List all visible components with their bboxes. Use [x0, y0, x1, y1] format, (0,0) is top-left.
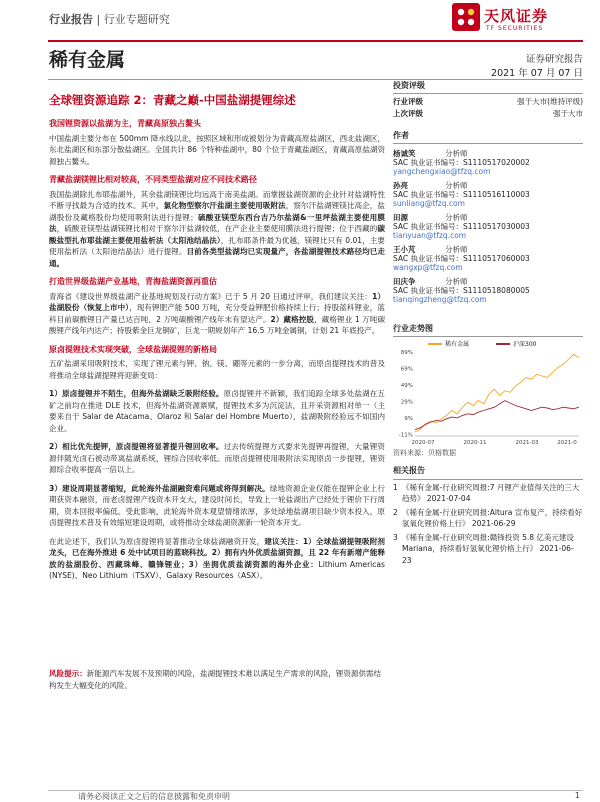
body-text: 五矿盐湖采用吸附技术，实现了锂元素与钾、钠、镁、硼等元素的一步分离，而原卤提锂技术的普及将推动全球盐湖提锂将迎新变局： — [49, 359, 385, 380]
author-name: 孙亮 — [393, 181, 408, 190]
author-role: 分析师 — [445, 181, 468, 190]
author-name: 杨诚笑 — [393, 149, 416, 158]
related-reports — [393, 465, 583, 566]
author-email[interactable]: yangchengxiao@tfzq.com — [393, 167, 491, 176]
emphasis-text: 建议关注： — [264, 536, 303, 546]
sector-title: 稀有金属 — [49, 49, 126, 71]
breadcrumb — [49, 11, 170, 27]
x-tick-label: 2020-11 — [463, 440, 487, 446]
y-tick-label: 49% — [400, 382, 413, 389]
related-index: 3 — [393, 532, 398, 542]
related-title: 《稀有金属-行业研究周报:7 月锂产业值得关注的三大趋势》 2021-07-04 — [402, 482, 580, 503]
emphasis-text: 硫酸亚镁型东西台吉乃尔盐湖&一里坪盐湖主要使用膜法 — [49, 212, 385, 233]
emphasis-text: 碳酸盐型扎布耶盐湖主要使用盐析法（太阳池结晶法） — [49, 224, 385, 245]
author-entry — [393, 277, 583, 304]
series-line-0 — [415, 355, 579, 432]
rating-heading: 投资评级 — [393, 80, 583, 94]
paragraph — [49, 291, 385, 337]
emphasis-text: 1）原卤提锂并不陌生，但海外盐湖缺乏吸附经验。 — [49, 389, 224, 398]
author-email[interactable]: tianqingzheng@tfzq.com — [393, 295, 487, 304]
y-tick-label: 9% — [404, 415, 413, 422]
emphasis-text: 目前各类型盐湖均已实现量产，各盐湖提锂技术路径均已走通。 — [49, 247, 385, 268]
emphasis-text: 2）藏格控股 — [270, 314, 315, 324]
section-heading: 打造世界级盐湖产业基地，青海盐湖资源再重估 — [49, 277, 217, 286]
authors-panel — [393, 130, 583, 304]
related-index: 1 — [393, 482, 398, 492]
body-text: 过去传统提锂方式要求先提钾再提锂，大量锂资源伴随光卤石被动带离盐湖系统，锂综合回收率低。而原卤提锂使用吸附法实现原卤一步提锂，锂资源综合收率提高一倍以上。 — [49, 442, 385, 474]
trend-heading: 行业走势图 — [393, 323, 583, 337]
author-sac: SAC 执业证书编号：S1110517020002 — [393, 158, 530, 167]
emphasis-text: 氯化物型察尔汗盐湖主要使用吸附法 — [163, 201, 286, 210]
rating-row-industry — [393, 96, 583, 108]
paragraph — [49, 189, 385, 270]
report-subcategory: 行业专题研究 — [103, 13, 170, 26]
paragraph — [49, 358, 385, 381]
related-index: 2 — [393, 507, 398, 517]
body-text: ，现有钾肥产能 500 万吨，充分受益钾肥价格持续上行；持股蓝科锂业，蓝科目前碳酸锂日产量已达百吨，2 万吨碳酸锂产线年末有望达产。 — [49, 303, 385, 324]
rating-key: 上次评级 — [393, 109, 423, 118]
body-text: 我国盐湖除扎布耶盐湖外，其余盐湖镁锂比均远高于南美盐湖。而掌握盐湖资源的企业针对盐湖特性不断寻找最为合适的技术。其中， — [49, 189, 385, 210]
main-body — [49, 118, 385, 589]
author-name: 王小芃 — [393, 245, 416, 254]
body-text: 中国盐湖主要分布在 500mm 降水线以北，按照区域和形成被划分为青藏高原盐湖区，西北盐湖区，东北盐湖区和东部分散盐湖区。全国共计 86 个特种盐湖中，80 个位于青藏盐湖区，青藏高原盐湖资源独占鳌头。 — [49, 133, 385, 166]
logo-text-en: TF SECURITIES — [486, 25, 544, 32]
emphasis-text: 1）盐湖股份（恢复上市中） — [49, 291, 385, 312]
author-role: 分析师 — [445, 277, 468, 286]
body-text: ，察尔汗盐湖锂镁比高企，盐湖股份及藏格股份均使用吸附法进行提锂； — [49, 201, 385, 222]
paragraph — [49, 483, 385, 529]
rating-value: 强于大市(维持评级) — [517, 97, 583, 106]
body-text: ，硫酸亚镁型盐湖镁锂比相对于察尔汗盐湖较低，在产企业主要使用膜法进行提锂；位于西藏的 — [56, 224, 378, 233]
x-tick-label: 2021-0 — [557, 440, 577, 446]
related-report-item[interactable] — [393, 482, 583, 505]
rating-row-previous — [393, 108, 583, 120]
paragraph — [49, 536, 385, 582]
author-sac: SAC 执业证书编号：S1110517060003 — [393, 254, 530, 263]
report-category: 行业报告 — [49, 13, 93, 26]
paragraph — [49, 133, 385, 168]
risk-warning — [49, 668, 385, 691]
author-entry — [393, 213, 583, 240]
trend-panel — [393, 323, 583, 337]
y-tick-label: -11% — [398, 432, 413, 439]
chart-source: 资料来源：贝格数据 — [393, 449, 456, 457]
author-name: 田源 — [393, 213, 408, 222]
related-title: 《稀有金属-行业研究周报:赣锋投资 5.8 亿美元建设 Mariana，持续看好氢氧化锂价格上行》 2021-06-23 — [402, 532, 574, 565]
author-email[interactable]: wangxp@tfzq.com — [393, 263, 463, 272]
author-role: 分析师 — [445, 245, 468, 254]
related-report-item[interactable] — [393, 532, 583, 567]
risk-text: 新能源汽车发展不及预期的风险，盐湖提锂技术难以满足生产需求的风险，锂资源供需结构发生大幅变化的风险。 — [49, 669, 382, 690]
rating-key: 行业评级 — [393, 97, 423, 106]
body-text: ，扎布耶条件最为优越，镁锂比只有 0.01，主要使用盐析法（太阳池结晶法）进行提锂。 — [49, 235, 385, 256]
legend-label: 稀有金属 — [445, 341, 470, 348]
author-entry — [393, 245, 583, 272]
y-tick-label: 69% — [400, 366, 413, 373]
body-text: ，藏格锂业 1 万吨碳酸锂产线年内达产；持股紫金巨龙铜矿，巨龙一期规划年产 16.5 万吨金属铜，计划 21 年底投产。 — [49, 314, 385, 335]
author-role: 分析师 — [445, 213, 468, 222]
x-tick-label: 2020-07 — [411, 440, 435, 446]
risk-label: 风险提示： — [49, 669, 87, 678]
section-heading: 青藏盐湖镁锂比相对较高，不同类型盐湖对应不同技术路径 — [49, 175, 257, 184]
body-text: 原卤提锂并不新颖，我们追踪全球多处盐湖在五矿之前均在推进 DLE 技术，但海外盐湖资源禀赋，提锂技术多为沉淀法，且开采资源相对单一（主要来自于 Salar de Atacama、Olaroz 和 Salar del Hombre Muerto），盐湖吸附经验远不如国内企业。 — [49, 389, 385, 433]
disclaimer-footer: 请务必阅读正文之后的信息披露和免责申明 — [78, 792, 230, 801]
logo-text: 天风证券 — [484, 7, 549, 25]
page-number: 1 — [574, 791, 580, 800]
report-type: 证券研究报告 — [525, 54, 583, 65]
author-email[interactable]: tianyuan@tfzq.com — [393, 231, 467, 240]
header-divider — [48, 40, 583, 42]
y-tick-label: 29% — [400, 399, 413, 406]
emphasis-text: 3）建设周期显著缩短，此轮海外盐湖融资难问题或将得到解决。 — [49, 483, 270, 493]
rating-panel — [393, 80, 583, 120]
body-text: 在此论述下，我们认为原卤提锂将显著推动全球盐湖融资开发， — [49, 536, 265, 546]
breadcrumb-separator: | — [93, 13, 104, 26]
report-title: 全球锂资源追踪 2：青藏之巅-中国盐湖提锂综述 — [49, 93, 296, 107]
author-sac: SAC 执业证书编号：S1110516110003 — [393, 190, 530, 199]
series-line-1 — [415, 401, 579, 430]
related-report-item[interactable] — [393, 507, 583, 530]
legend-label: 沪深300 — [513, 341, 537, 348]
body-text: 青海省《建设世界级盐湖产业基地规划及行动方案》已于 5 月 20 日通过评审，我们建议关注： — [49, 291, 373, 301]
rating-value: 强于大市 — [553, 109, 583, 118]
paragraph — [49, 441, 385, 476]
authors-heading: 作者 — [393, 130, 583, 144]
y-tick-label: 89% — [400, 350, 413, 356]
body-text: Lithium Americas (NYSE)、Neo Lithium（TSXV）、Galaxy Resources（ASX）。 — [49, 559, 385, 580]
author-sac: SAC 执业证书编号：S1110517030003 — [393, 222, 530, 231]
author-entry — [393, 149, 583, 176]
author-sac: SAC 执业证书编号：S1110518080005 — [393, 286, 530, 295]
author-name: 田庆争 — [393, 277, 416, 286]
paragraph — [49, 388, 385, 434]
report-date: 2021 年 07 月 07 日 — [491, 68, 583, 79]
logo-mark-icon — [452, 3, 480, 31]
industry-trend-chart — [393, 338, 583, 450]
x-tick-label: 2021-03 — [515, 440, 539, 446]
emphasis-text: 1）全球盐湖提锂吸附剂龙头，已在海外推进 6 处中试项目的蓝晓科技。2）拥有内外优质盐湖资源，且 22 年有新增产能释放的盐湖股份、西藏珠峰、赣锋锂业；3）坐拥优质盐湖资源的海外企业： — [49, 536, 385, 569]
author-role: 分析师 — [445, 149, 468, 158]
emphasis-text: 2）相比优先提钾，原卤提锂将显著提升锂回收率。 — [49, 442, 224, 451]
author-entry — [393, 181, 583, 208]
related-title: 《稀有金属-行业研究周报:Altura 宣布复产，持续看好氢氧化锂价格上行》 2021-06-29 — [402, 507, 583, 528]
author-email[interactable]: sunliang@tfzq.com — [393, 199, 465, 208]
tf-securities-logo — [452, 3, 584, 39]
section-heading: 原卤提锂技术实现突破，全球盐湖提锂的新格局 — [49, 344, 217, 354]
section-heading: 我国锂资源以盐湖为主，青藏高原独占鳌头 — [49, 119, 201, 128]
related-heading: 相关报告 — [393, 465, 583, 480]
body-text: 绿地资源企业仅能在提钾企业上行期获资本融资，而老卤提锂产线资本开支大，建设时间长，导致上一轮盐湖出产已经处于锂价下行周期，资本回报率偏低。受此影响，此轮海外资本观望情绪浓厚，多处绿地盐湖项目缺少资本投入，原卤提锂技术普及有效缩短建设周期，或将推动全球盐湖资源新一轮资本开支。 — [49, 483, 385, 527]
